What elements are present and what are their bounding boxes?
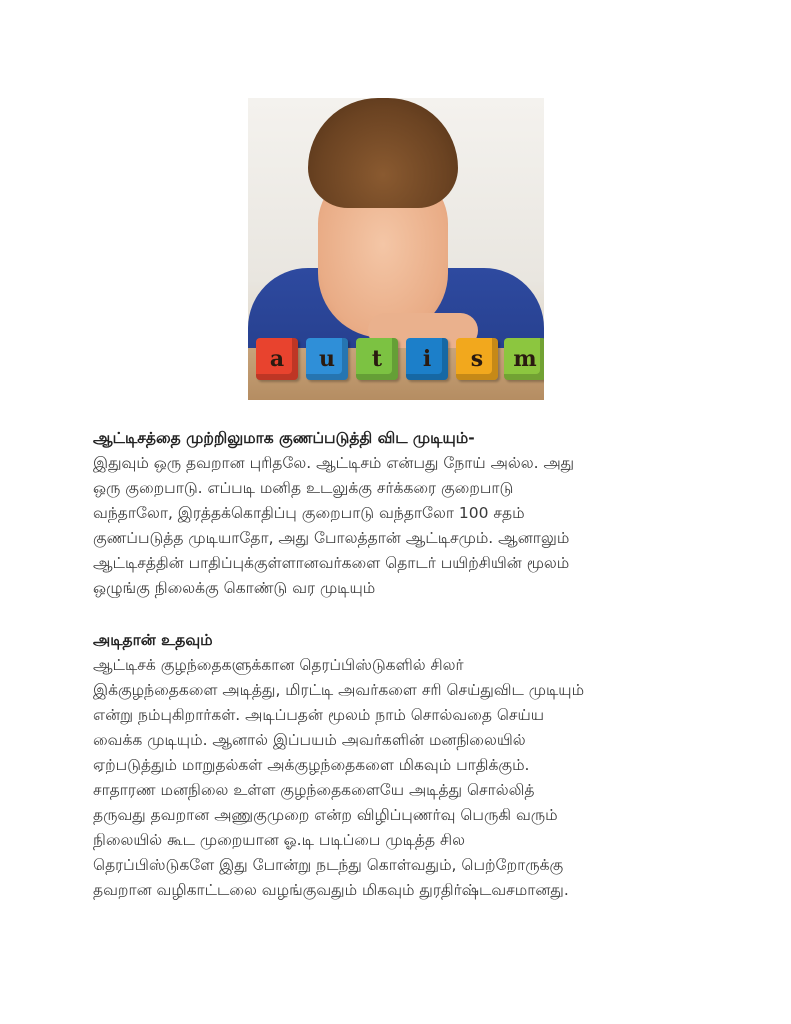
letter-block: s xyxy=(456,338,498,380)
letter-block: t xyxy=(356,338,398,380)
paragraph-line: வைக்க முடியும். ஆனால் இப்பயம் அவர்களின் மனநிலையில் xyxy=(93,731,526,749)
letter-block: u xyxy=(306,338,348,380)
paragraph-line: சாதாரண மனநிலை உள்ள குழந்தைகளையே அடித்து சொல்லித் xyxy=(93,781,535,799)
paragraph-line: தெரப்பிஸ்டுகளே இது போன்று நடந்து கொள்வதும், பெற்றோருக்கு xyxy=(93,856,564,874)
paragraph-line: குணப்படுத்த முடியாதோ, அது போலத்தான் ஆட்டிசமும். ஆனாலும் xyxy=(93,529,570,547)
paragraph-line: வந்தாலோ, இரத்தக்கொதிப்பு குறைபாடு வந்தாலோ 100 சதம் xyxy=(93,504,525,522)
section-myth-cure xyxy=(93,426,703,601)
autism-photo xyxy=(248,98,544,400)
paragraph-line: இதுவும் ஒரு தவறான புரிதலே. ஆட்டிசம் என்பது நோய் அல்ல. அது xyxy=(93,454,575,472)
letter-block: m xyxy=(504,338,544,380)
paragraph-line: ஏற்படுத்தும் மாறுதல்கள் அக்குழந்தைகளை மிகவும் பாதிக்கும். xyxy=(93,756,530,774)
section-heading: ஆட்டிசத்தை முற்றிலுமாக குணப்படுத்தி விட முடியும்- xyxy=(93,429,475,447)
paragraph-line: தவறான வழிகாட்டலை வழங்குவதும் மிகவும் துரதிர்ஷ்டவசமானது. xyxy=(93,881,569,899)
section-heading: அடிதான் உதவும் xyxy=(93,631,213,649)
paragraph-line: ஒரு குறைபாடு. எப்படி மனித உடலுக்கு சர்க்கரை குறைபாடு xyxy=(93,479,514,497)
paragraph-line: என்று நம்புகிறார்கள். அடிப்பதன் மூலம் நாம் சொல்வதை செய்ய xyxy=(93,706,545,724)
section-beating-myth xyxy=(93,628,703,903)
boy-hair xyxy=(308,98,458,208)
paragraph-line: ஆட்டிசத்தின் பாதிப்புக்குள்ளானவர்களை தொடர் பயிற்சியின் மூலம் xyxy=(93,554,570,572)
letter-block: i xyxy=(406,338,448,380)
paragraph-line: ஆட்டிசக் குழந்தைகளுக்கான தெரப்பிஸ்டுகளில் சிலர் xyxy=(93,656,464,674)
paragraph-line: ஒழுங்கு நிலைக்கு கொண்டு வர முடியும் xyxy=(93,579,376,597)
letter-block: a xyxy=(256,338,298,380)
paragraph-line: இக்குழந்தைகளை அடித்து, மிரட்டி அவர்களை சரி செய்துவிட முடியும் xyxy=(93,681,585,699)
paragraph-line: தருவது தவறான அணுகுமுறை என்ற விழிப்புணர்வு பெருகி வரும் xyxy=(93,806,558,824)
paragraph-line: நிலையில் கூட முறையான ஓ.டி படிப்பை முடித்த சில xyxy=(93,831,466,849)
